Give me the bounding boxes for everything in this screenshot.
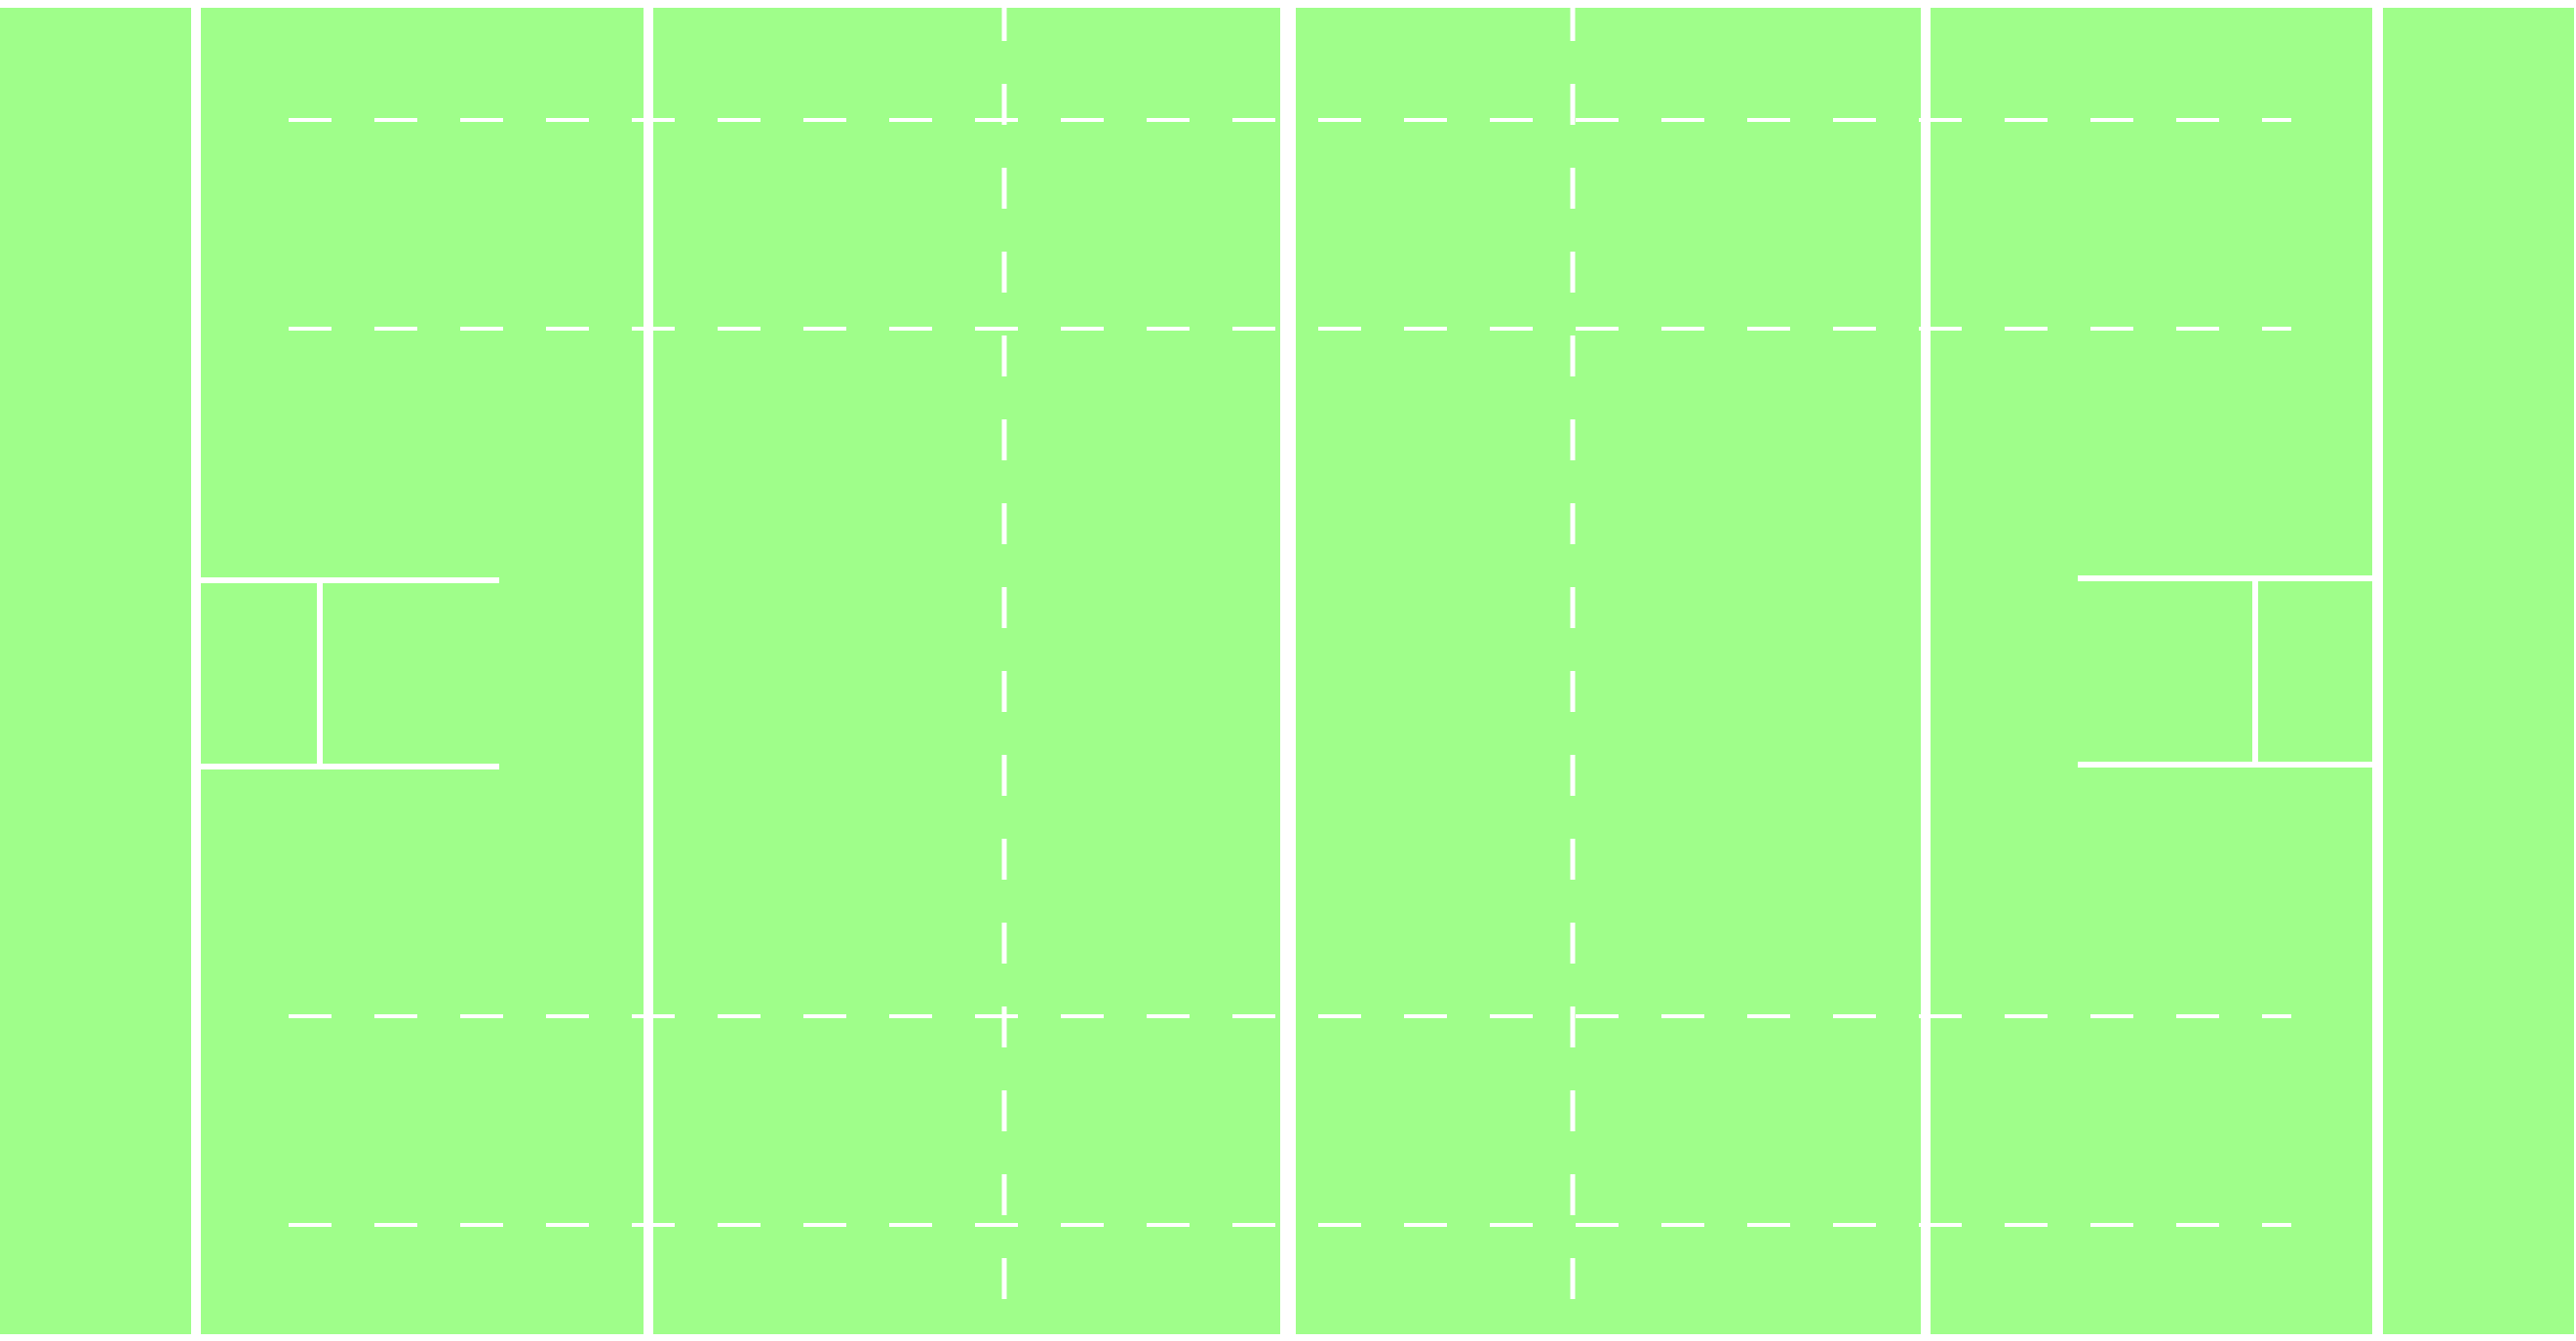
field-section-4 [1931, 8, 2372, 1334]
field-section-1 [201, 8, 644, 1334]
dead-ball-area-left [0, 8, 191, 1334]
dead-ball-area-right [2383, 8, 2574, 1334]
field-section-3 [1296, 8, 1921, 1334]
field-section-2 [653, 8, 1280, 1334]
